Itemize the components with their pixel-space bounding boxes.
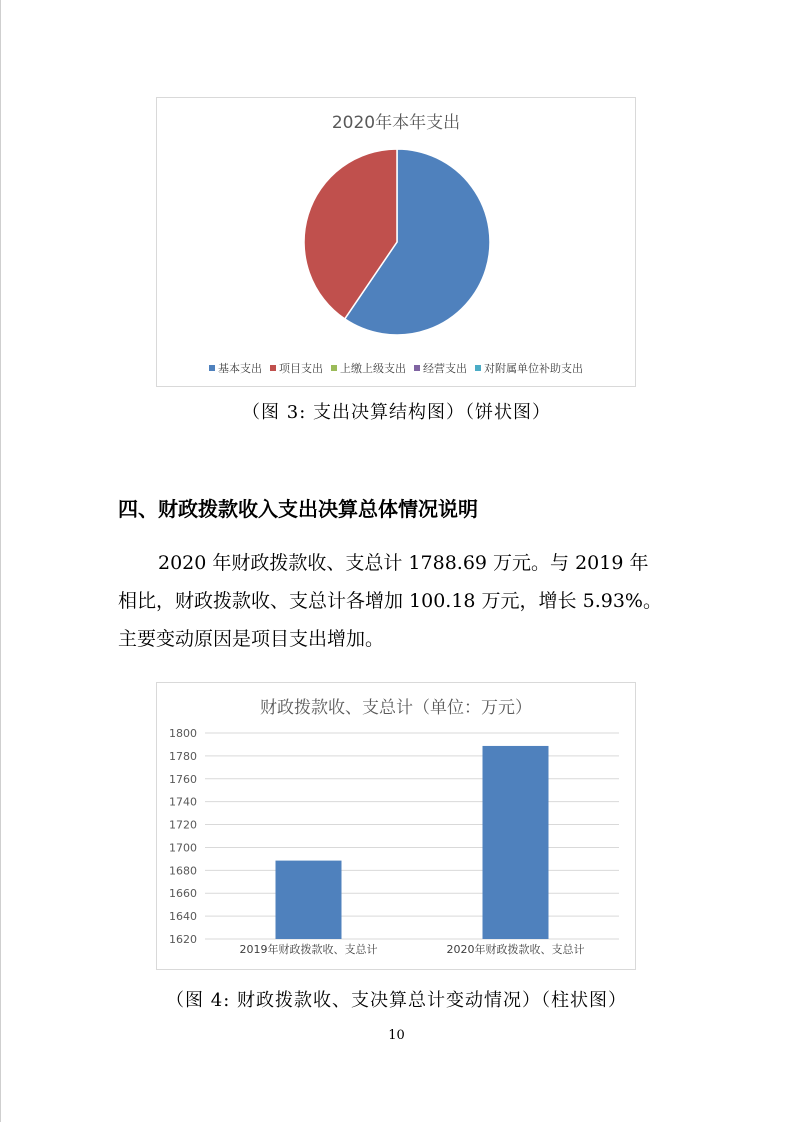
page-edge-line <box>0 0 1 1122</box>
y-tick-label: 1660 <box>169 887 197 901</box>
legend-label: 经营支出 <box>423 362 467 375</box>
paragraph-line-2: 相比，财政拨款收、支总计各增加 100.18 万元，增长 5.93%。 <box>118 590 662 612</box>
paragraph-line-3: 主要变动原因是项目支出增加。 <box>118 628 385 650</box>
figure-4-caption: （图 4: 财政拨款收、支决算总计变动情况）（柱状图） <box>166 990 627 1011</box>
bar-chart-box <box>156 682 636 970</box>
legend-item <box>209 360 262 376</box>
x-tick-label: 2020年财政拨款收、支总计 <box>446 943 585 956</box>
legend-swatch <box>270 365 276 371</box>
legend-swatch <box>414 365 420 371</box>
legend-swatch <box>209 365 215 371</box>
legend-item <box>475 360 583 376</box>
bar <box>276 861 342 939</box>
body-paragraph <box>118 544 678 658</box>
pie-chart-title: 2020年本年支出 <box>331 113 461 133</box>
legend-item <box>414 360 467 376</box>
pie-chart-box <box>156 97 636 387</box>
legend-item <box>270 360 323 376</box>
legend-label: 对附属单位补助支出 <box>484 362 583 375</box>
bar <box>483 746 549 939</box>
legend-label: 基本支出 <box>218 362 262 375</box>
section-heading: 四、财政拨款收入支出决算总体情况说明 <box>118 497 478 521</box>
legend-item <box>331 360 406 376</box>
page-number: 10 <box>388 1028 405 1043</box>
legend-swatch <box>331 365 337 371</box>
y-tick-label: 1720 <box>169 818 197 832</box>
legend-label: 上缴上级支出 <box>340 362 406 375</box>
y-tick-label: 1740 <box>169 795 197 809</box>
y-tick-label: 1640 <box>169 910 197 924</box>
y-tick-label: 1680 <box>169 864 197 878</box>
y-tick-label: 1780 <box>169 749 197 763</box>
y-tick-label: 1800 <box>169 727 197 740</box>
pie-legend <box>157 360 635 376</box>
x-tick-label: 2019年财政拨款收、支总计 <box>239 943 378 956</box>
y-tick-label: 1700 <box>169 841 197 855</box>
bar-chart-title: 财政拨款收、支总计（单位：万元） <box>260 698 532 718</box>
y-tick-label: 1620 <box>169 933 197 946</box>
paragraph-line-1: 2020 年财政拨款收、支总计 1788.69 万元。与 2019 年 <box>158 552 649 574</box>
pie-chart <box>157 98 635 358</box>
bar-chart <box>157 683 635 969</box>
legend-label: 项目支出 <box>279 362 323 375</box>
y-tick-label: 1760 <box>169 772 197 786</box>
legend-swatch <box>475 365 481 371</box>
figure-3-caption: （图 3: 支出决算结构图）（饼状图） <box>242 402 551 423</box>
